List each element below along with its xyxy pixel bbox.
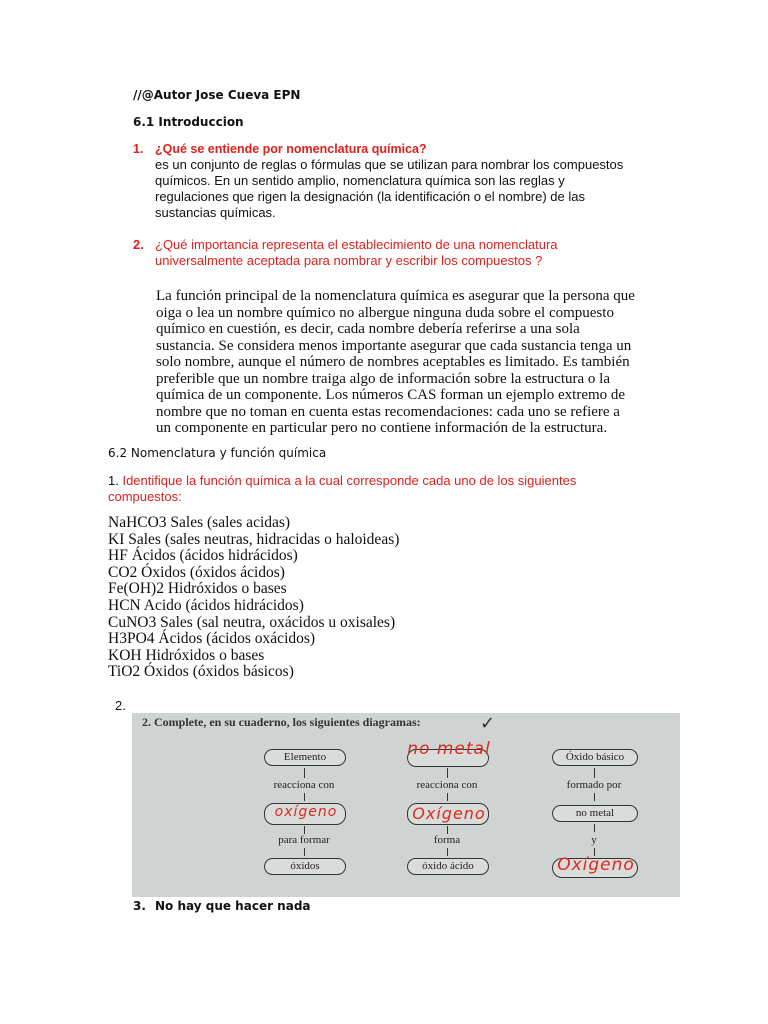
diagram-photo: [132, 713, 680, 897]
compound-item: CuNO3 Sales (sal neutra, oxácidos u oxisales): [108, 613, 396, 631]
compound-item: HF Ácidos (ácidos hidrácidos): [108, 547, 298, 565]
question-number: 3.: [133, 899, 146, 913]
diagram2-handwritten-mid: Oxígeno: [412, 804, 486, 823]
compound-item: TiO2 Óxidos (óxidos básicos): [108, 663, 294, 681]
diagram1-label1: reacciona con: [273, 779, 335, 791]
question-3: [133, 899, 311, 913]
question-2: [133, 237, 558, 269]
answer-line: oiga o lea un nombre químico no albergue ninguna duda sobre el compuesto: [156, 304, 614, 321]
diagram3-label2: y: [591, 834, 597, 846]
arrow-icon: [304, 848, 305, 856]
arrow-icon: [447, 848, 448, 856]
answer-line: químico en cuestión, es decir, cada nombre debería referirse a una sola: [156, 321, 580, 337]
arrow-icon: [594, 824, 595, 832]
question-text-line: Identifique la función química a la cual corresponde cada uno de los siguientes: [122, 473, 577, 488]
section2-question-1: [108, 473, 576, 505]
arrow-icon: [304, 768, 305, 778]
question-text-line: ¿Qué importancia representa el establecimiento de una nomenclatura: [155, 237, 558, 252]
compound-item: CO2 Óxidos (óxidos ácidos): [108, 563, 285, 581]
diagram1-label2: para formar: [278, 834, 330, 846]
checkmark-icon: ✓: [480, 713, 496, 734]
answer-line: un componente en particular pero no contiene información de la estructura.: [156, 420, 608, 436]
answer-line: nombre que no toman en cuenta estas recomendaciones: cada uno se refiere a: [156, 403, 620, 420]
compound-item: NaHCO3 Sales (sales acidas): [108, 514, 291, 531]
compound-item: H3PO4 Ácidos (ácidos oxácidos): [108, 630, 316, 648]
diagram3-mid-box: no metal: [552, 805, 638, 822]
compound-item: HCN Acido (ácidos hidrácidos): [108, 596, 304, 614]
arrow-icon: [447, 768, 448, 778]
answer-line: sustancia. Se considera menos importante asegurar que cada sustancia tenga un: [156, 337, 632, 354]
compound-list: [108, 515, 399, 681]
question-number: 2.: [133, 237, 144, 252]
question-2-number: 2.: [115, 698, 126, 713]
question-text-line: compuestos:: [108, 489, 182, 504]
diagram1-bottom-box: óxidos: [264, 858, 346, 875]
answer-line: sustancias químicas.: [155, 205, 276, 220]
question-number: 1.: [133, 142, 144, 156]
answer-line: solo nombre, aunque el número de nombres aceptables es limitado. Es también: [156, 354, 630, 370]
compound-item: Fe(OH)2 Hidróxidos o bases: [108, 580, 287, 598]
arrow-icon: [304, 793, 305, 801]
answer-line: química de un componente. Los números CAS forman un ejemplo extremo de: [156, 387, 626, 403]
diagram3-label1: formado por: [566, 779, 622, 791]
arrow-icon: [594, 793, 595, 801]
answer-1: [155, 157, 623, 221]
diagram2-label1: reacciona con: [416, 779, 478, 791]
diagram1-handwritten: oxígeno: [274, 804, 338, 820]
arrow-icon: [594, 768, 595, 778]
diagram1-top-box: Elemento: [264, 749, 346, 766]
compound-item: KOH Hidróxidos o bases: [108, 646, 265, 664]
diagram3-handwritten-bottom: Oxígeno: [557, 855, 635, 875]
diagram2-handwritten-top: no metal: [407, 739, 491, 759]
answer-line: químicos. En un sentido amplio, nomenclatura química son las reglas y: [155, 173, 565, 188]
answer-line: es un conjunto de reglas o fórmulas que se utilizan para nombrar los compuestos: [155, 157, 624, 172]
answer-2: [156, 288, 635, 437]
compound-item: KI Sales (sales neutras, hidracidas o haloideas): [108, 530, 400, 548]
answer-line: preferible que un nombre traiga algo de información sobre la estructura o la: [156, 370, 610, 387]
question-text: No hay que hacer nada: [155, 899, 311, 913]
arrow-icon: [304, 826, 305, 834]
photo-header: 2. Complete, en su cuaderno, los siguientes diagramas:: [142, 715, 421, 729]
section-title-nomenclature: 6.2 Nomenclatura y función química: [108, 446, 327, 460]
question-1: [133, 141, 427, 157]
answer-line: La función principal de la nomenclatura química es asegurar que la persona que: [156, 288, 635, 304]
question-text: ¿Qué se entiende por nomenclatura química?: [155, 142, 427, 156]
answer-line: regulaciones que rigen la designación (la identificación o el nombre) de las: [155, 189, 585, 204]
diagram2-bottom-box: óxido ácido: [407, 858, 489, 875]
question-number: 1.: [108, 473, 119, 488]
diagram2-label2: forma: [433, 834, 461, 846]
section-title-intro: 6.1 Introduccion: [133, 115, 244, 129]
author-line: //@Autor Jose Cueva EPN: [133, 88, 301, 102]
arrow-icon: [447, 793, 448, 801]
diagram3-top-box: Óxido básico: [552, 749, 638, 766]
question-text-line: universalmente aceptada para nombrar y escribir los compuestos ?: [155, 253, 543, 268]
arrow-icon: [447, 826, 448, 834]
